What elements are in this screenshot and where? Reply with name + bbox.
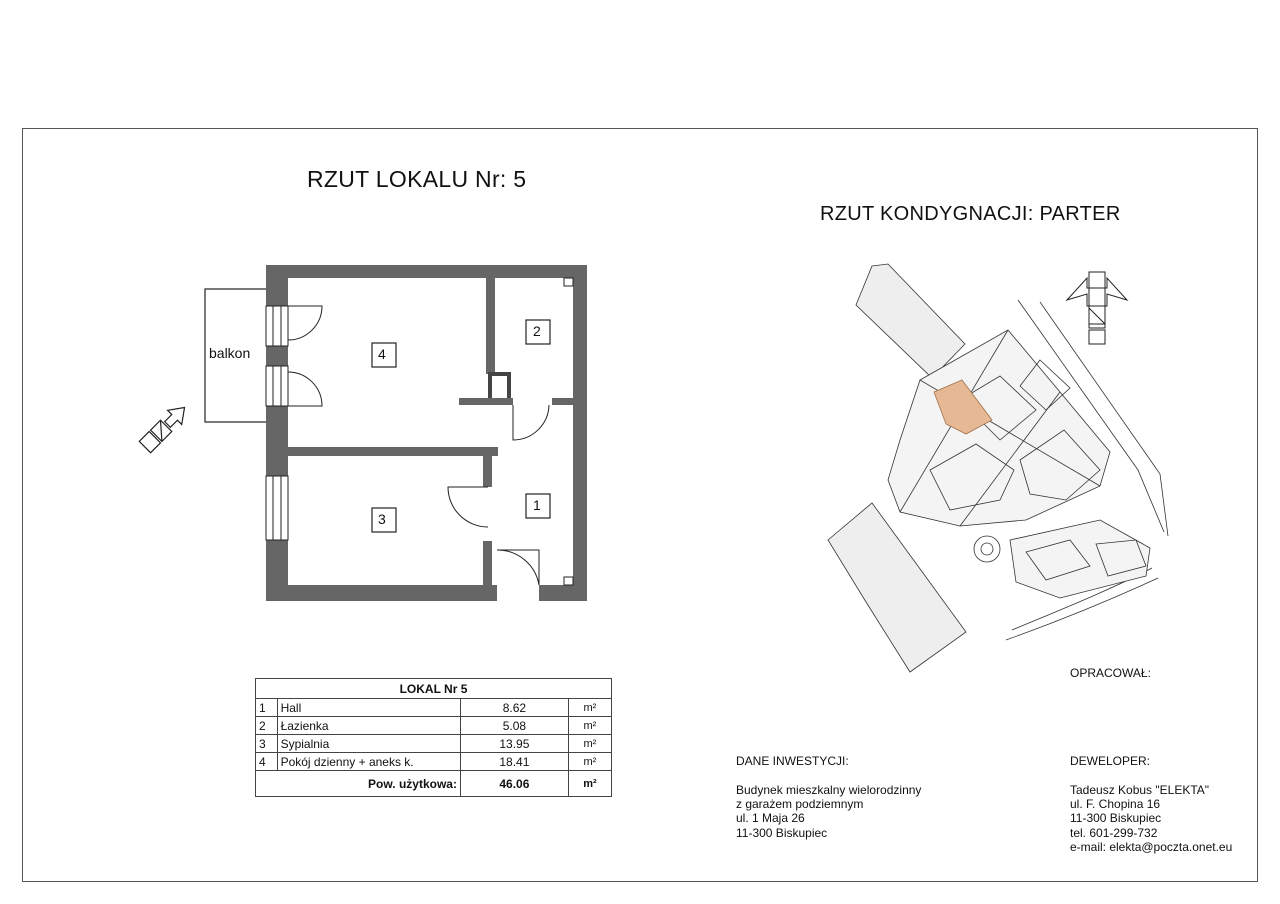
table-row: 3 Sypialnia 13.95 m² [256, 735, 612, 753]
developer-line: tel. 601-299-732 [1070, 826, 1158, 840]
window [266, 476, 288, 540]
developer-line: ul. F. Chopina 16 [1070, 797, 1161, 811]
door-swing [497, 550, 539, 585]
partition-wall [552, 398, 573, 405]
total-unit: m² [568, 771, 611, 797]
table-title: LOKAL Nr 5 [256, 679, 612, 699]
total-value: 46.06 [460, 771, 568, 797]
room-tag-2: 2 [533, 323, 541, 339]
rooms-area-table [255, 678, 612, 797]
table-row: 4 Pokój dzienny + aneks k. 18.41 m² [256, 753, 612, 771]
partition-wall [483, 447, 492, 487]
shaft-notch [564, 278, 573, 286]
investment-line: ul. 1 Maja 26 [736, 811, 805, 825]
investment-line: 11-300 Biskupiec [736, 826, 828, 840]
developer-heading: DEWELOPER: [1070, 754, 1151, 768]
floor-plan-title: RZUT KONDYGNACJI: PARTER [820, 203, 1121, 225]
room-tag-4: 4 [378, 346, 386, 362]
building-site-plan [828, 264, 1168, 672]
room-tag-1: 1 [533, 497, 541, 513]
prepared-by-heading: OPRACOWAŁ: [1070, 666, 1151, 680]
developer-line: e-mail: elekta@poczta.onet.eu [1070, 840, 1233, 854]
developer-line: Tadeusz Kobus "ELEKTA" [1070, 783, 1210, 797]
partition-wall [486, 278, 495, 374]
door-swing [288, 372, 322, 406]
developer-line: 11-300 Biskupiec [1070, 811, 1162, 825]
north-arrow-icon [138, 400, 192, 454]
door-swing [448, 487, 488, 527]
installation-shaft [490, 374, 509, 402]
investment-heading: DANE INWESTYCJI: [736, 754, 849, 768]
investment-line: z garażem podziemnym [736, 797, 864, 811]
table-row: 2 Łazienka 5.08 m² [256, 717, 612, 735]
investment-line: Budynek mieszkalny wielorodzinny [736, 783, 922, 797]
north-arrow-icon [1067, 272, 1127, 344]
table-row: 1 Hall 8.62 m² [256, 699, 612, 717]
partition-wall [288, 447, 498, 456]
partition-wall [459, 398, 513, 405]
door-swing [288, 306, 322, 340]
window [266, 366, 288, 406]
balcony-label: balkon [209, 345, 251, 361]
room-tag-3: 3 [378, 511, 386, 527]
door-swing [513, 405, 549, 440]
unit-plan-title: RZUT LOKALU Nr: 5 [307, 166, 527, 192]
table-total-row [256, 771, 612, 797]
total-label: Pow. użytkowa: [256, 771, 461, 797]
window [266, 306, 288, 346]
shaft-notch [564, 577, 573, 585]
partition-wall [483, 541, 492, 585]
